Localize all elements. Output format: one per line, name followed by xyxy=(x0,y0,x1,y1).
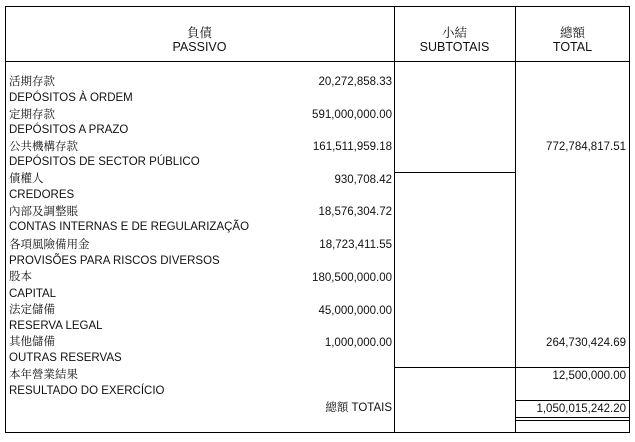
row-label-pt: DEPÓSITOS DE SECTOR PÚBLICO xyxy=(9,156,200,168)
row-label-zh: 法定儲備 xyxy=(9,304,55,316)
row-label-pt: RESERVA LEGAL xyxy=(9,320,103,332)
header-subtotais-pt: SUBTOTAIS xyxy=(419,40,490,54)
row-subtotal: 161,511,959.18 xyxy=(312,141,392,153)
row-label-pt: RESULTADO DO EXERCÍCIO xyxy=(9,385,165,397)
row-subtotal: 591,000,000.00 xyxy=(312,109,392,121)
row-label-zh: 股本 xyxy=(9,271,32,283)
row-label-pt: PROVISÕES PARA RISCOS DIVERSOS xyxy=(9,255,220,267)
row-label-zh: 各項風險備用金 xyxy=(9,239,90,251)
row-label-pt: DEPÓSITOS À ORDEM xyxy=(9,92,133,104)
row-total: 12,500,000.00 xyxy=(552,370,626,382)
row-label-zh: 公共機構存款 xyxy=(9,141,78,153)
row-subtotal: 1,000,000.00 xyxy=(324,337,392,349)
totals-value: 1,050,015,242.20 xyxy=(536,403,626,415)
header-passivo xyxy=(5,26,394,54)
balance-sheet-table xyxy=(5,6,630,433)
row-label-zh: 債權人 xyxy=(9,173,44,185)
totals-bottom-rule xyxy=(515,417,630,418)
header-subtotais-zh: 小結 xyxy=(441,26,467,40)
row-subtotal: 930,708.42 xyxy=(334,174,392,186)
header-total-zh: 總額 xyxy=(559,26,585,40)
header-total-pt: TOTAL xyxy=(552,40,593,54)
subtotal-rule-1 xyxy=(394,172,515,173)
header-passivo-zh: 負債 xyxy=(186,26,212,40)
header-subtotais xyxy=(394,26,515,54)
row-label-pt: CONTAS INTERNAS E DE REGULARIZAÇÃO xyxy=(9,221,250,233)
header-divider xyxy=(5,61,630,62)
row-subtotal: 20,272,858.33 xyxy=(318,76,392,88)
row-label-zh: 其他儲備 xyxy=(9,336,55,348)
row-label-pt: OUTRAS RESERVAS xyxy=(9,352,122,364)
row-label-pt: CREDORES xyxy=(9,189,75,201)
row-label-zh: 活期存款 xyxy=(9,76,55,88)
row-label-pt: DEPÓSITOS A PRAZO xyxy=(9,124,129,136)
subtotal-rule-2 xyxy=(394,367,515,368)
total-rule-1 xyxy=(515,367,630,368)
header-total xyxy=(515,26,630,54)
row-label-zh: 定期存款 xyxy=(9,109,55,121)
totals-double-rule xyxy=(515,420,630,421)
row-subtotal: 18,723,411.55 xyxy=(319,239,392,251)
totals-top-rule xyxy=(515,400,630,401)
row-total: 264,730,424.69 xyxy=(546,337,626,349)
header-passivo-pt: PASSIVO xyxy=(172,40,227,54)
row-subtotal: 18,576,304.72 xyxy=(318,206,392,218)
row-label-pt: CAPITAL xyxy=(9,288,57,300)
row-label-zh: 本年營業結果 xyxy=(9,369,78,381)
column-divider-1 xyxy=(394,6,395,433)
row-label-zh: 內部及調整賬 xyxy=(9,206,78,218)
totals-label: 總額 TOTAIS xyxy=(325,402,392,414)
column-divider-2 xyxy=(515,6,516,433)
row-subtotal: 45,000,000.00 xyxy=(318,305,392,317)
row-subtotal: 180,500,000.00 xyxy=(312,272,392,284)
row-total: 772,784,817.51 xyxy=(546,141,626,153)
